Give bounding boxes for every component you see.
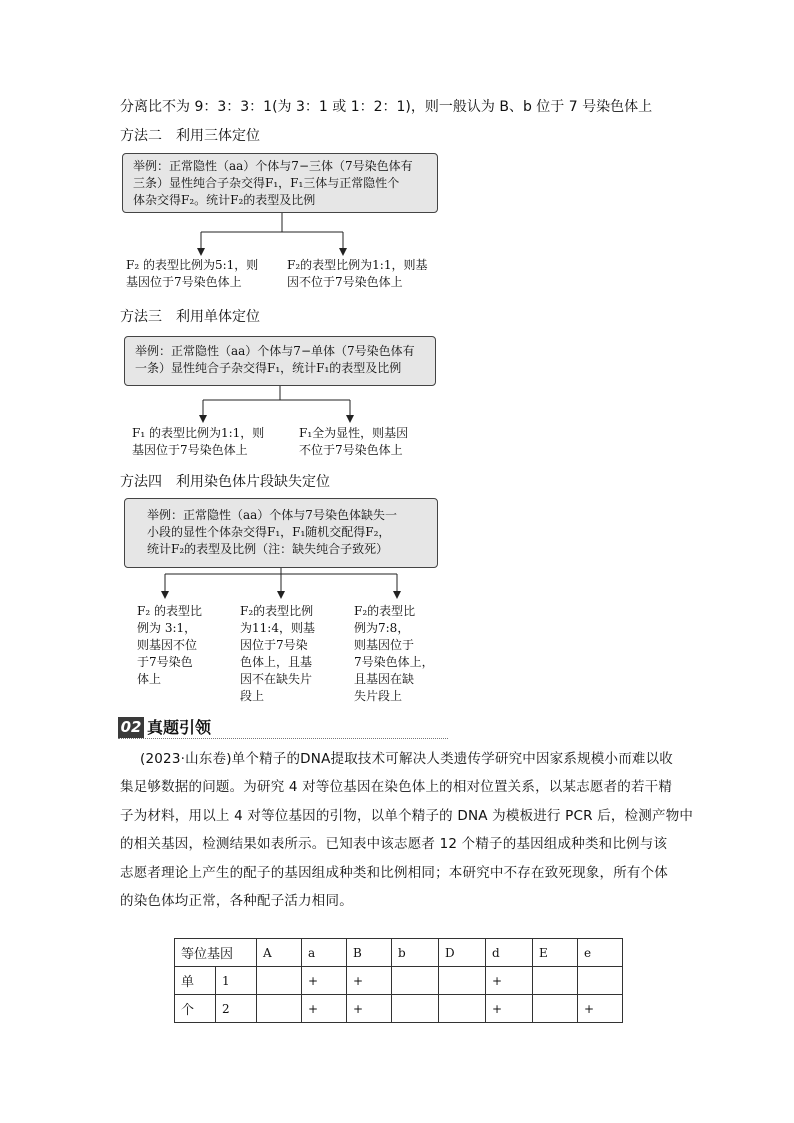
box-line: 举例：正常隐性（aa）个体与7−单体（7号染色体有 [135, 344, 415, 358]
branch-line: F₂ 的表型比 [137, 604, 202, 618]
table-cell [257, 967, 302, 995]
table-row [175, 995, 623, 1023]
table-cell [439, 995, 486, 1023]
table-row [175, 967, 623, 995]
box-line: 三条）显性纯合子杂交得F₁，F₁三体与正常隐性个 [133, 176, 400, 190]
branch-line: 不位于7号染色体上 [299, 443, 403, 457]
method-4-branch-1 [137, 603, 202, 688]
branch-line: 则基因位于 [354, 638, 415, 652]
table-cell [257, 995, 302, 1023]
table-cell: + [347, 995, 392, 1023]
branch-line: 为11:4，则基 [240, 621, 315, 635]
column-header: E [533, 939, 578, 967]
box-line: 小段的显性个体杂交得F₁，F₁随机交配得F₂， [147, 525, 391, 539]
table-cell: + [347, 967, 392, 995]
section-heading [118, 717, 211, 738]
column-header: A [257, 939, 302, 967]
method-3-heading: 方法三 利用单体定位 [120, 309, 260, 325]
table-cell: + [302, 967, 347, 995]
table-cell: + [486, 967, 533, 995]
box-line: 举例：正常隐性（aa）个体与7−三体（7号染色体有 [133, 159, 413, 173]
branch-line: 例为 3:1， [137, 621, 197, 635]
table-header-row [175, 939, 623, 967]
branch-line: 例为7:8， [354, 621, 410, 635]
table-cell [533, 995, 578, 1023]
table-cell: + [486, 995, 533, 1023]
branch-line: 因不位于7号染色体上 [287, 275, 403, 289]
gene-table [174, 938, 623, 1023]
paragraph-line: 的相关基因，检测结果如表所示。已知表中该志愿者 12 个精子的基因组成种类和比例与该 [120, 836, 668, 853]
column-header: b [392, 939, 439, 967]
branch-line: 失片段上 [354, 689, 403, 703]
branch-line: 则基因不位 [137, 638, 198, 652]
branch-line: F₂的表型比 [354, 604, 416, 618]
branch-line: 因位于7号染 [240, 638, 308, 652]
branch-line: 因不在缺失片 [240, 672, 313, 686]
branch-line: 体上 [137, 672, 162, 686]
paragraph-line: 子为材料，用以上 4 对等位基因的引物，以单个精子的 DNA 为模板进行 PCR 后，检测产物中 [120, 807, 694, 824]
table-cell [392, 967, 439, 995]
column-header: a [302, 939, 347, 967]
paragraph-line: 集足够数据的问题。为研究 4 对等位基因在染色体上的相对位置关系，以某志愿者的若干精 [120, 779, 673, 796]
column-header: B [347, 939, 392, 967]
method-4-branch-2 [240, 603, 315, 705]
paragraph-line: 志愿者理论上产生的配子的基因组成种类和比例相同；本研究中不存在致死现象，所有个体 [120, 864, 668, 881]
branch-line: F₂的表型比例为1:1，则基 [287, 258, 428, 272]
branch-line: 基因位于7号染色体上 [126, 275, 242, 289]
section-number: 02 [118, 717, 144, 738]
table-cell: + [578, 995, 623, 1023]
box-line: 举例：正常隐性（aa）个体与7号染色体缺失一 [147, 508, 397, 522]
table-header-label: 等位基因 [175, 939, 257, 967]
table-cell [439, 967, 486, 995]
branch-line: F₁ 的表型比例为1:1，则 [132, 426, 265, 440]
row-group-label: 个 [175, 995, 216, 1023]
branch-line: 且基因在缺 [354, 672, 415, 686]
question-paragraph [120, 745, 694, 915]
branch-line: F₂ 的表型比例为5:1，则 [126, 258, 259, 272]
row-id: 1 [216, 967, 257, 995]
method-2-heading: 方法二 利用三体定位 [120, 128, 260, 144]
row-id: 2 [216, 995, 257, 1023]
branch-line: 基因位于7号染色体上 [132, 443, 248, 457]
table-cell [578, 967, 623, 995]
method-4-branch-3 [354, 603, 434, 705]
box-line: 统计F₂的表型及比例（注：缺失纯合子致死） [147, 542, 389, 556]
branch-line: 于7号染色 [137, 655, 193, 669]
branch-line: F₁全为显性，则基因 [299, 426, 409, 440]
branch-line: F₂的表型比例 [240, 604, 314, 618]
paragraph-line: 的染色体均正常，各种配子活力相同。 [120, 893, 353, 910]
branch-line: 段上 [240, 689, 265, 703]
table-cell [533, 967, 578, 995]
row-group-label: 单 [175, 967, 216, 995]
intro-line: 分离比不为 9：3：3：1(为 3：1 或 1：2：1)，则一般认为 B、b 位于 7 号染色体上 [120, 99, 653, 115]
column-header: D [439, 939, 486, 967]
branch-line: 色体上，且基 [240, 655, 313, 669]
paragraph-line: (2023·山东卷)单个精子的DNA提取技术可解决人类遗传学研究中因家系规模小而难以收 [140, 751, 674, 767]
method-4-heading: 方法四 利用染色体片段缺失定位 [120, 474, 330, 490]
column-header: d [486, 939, 533, 967]
box-line: 体杂交得F₂。统计F₂的表型及比例 [133, 193, 316, 207]
column-header: e [578, 939, 623, 967]
branch-line: 7号染色体上， [354, 655, 434, 669]
section-divider [118, 738, 448, 739]
table-cell [392, 995, 439, 1023]
section-title: 真题引领 [147, 718, 212, 737]
table-cell: + [302, 995, 347, 1023]
box-line: 一条）显性纯合子杂交得F₁，统计F₁的表型及比例 [135, 361, 402, 375]
